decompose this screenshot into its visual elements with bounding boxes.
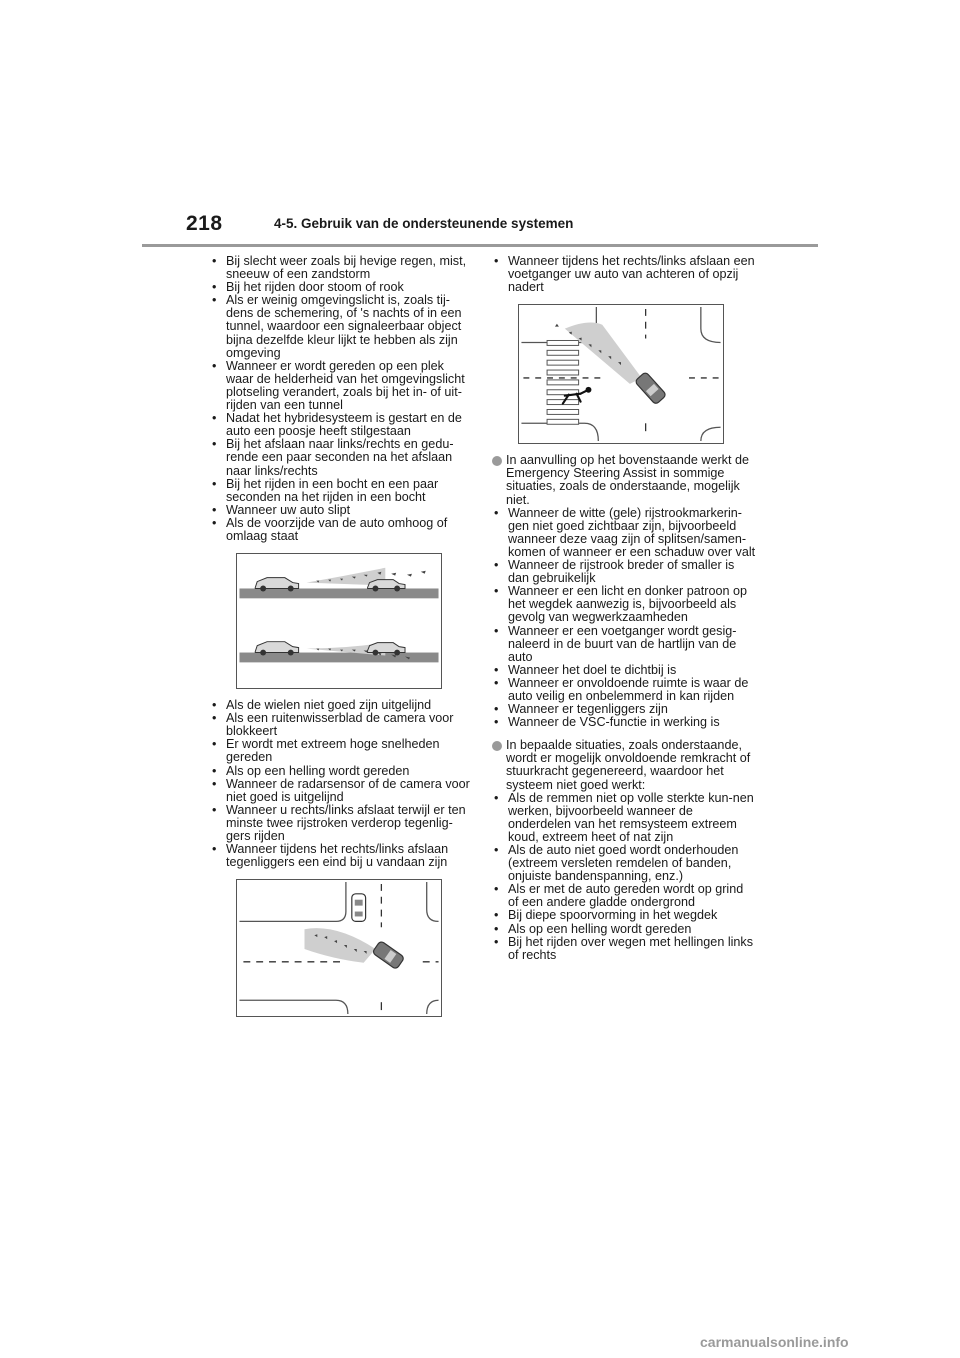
list-item: • Nadat het hybridesysteem is gestart en de auto een poosje heeft stilgestaan — [210, 412, 472, 438]
list-item: • Wanneer er een voetganger wordt gesig-naleerd in de buurt van de hartlijn van de auto — [492, 625, 757, 664]
list-item: • Wanneer de VSC-functie in werking is — [492, 716, 757, 729]
left-column — [210, 255, 472, 1017]
conditions-list-2 — [210, 699, 472, 869]
pedestrian-turn-illustration — [518, 304, 724, 444]
list-item: • Als er weinig omgevingslicht is, zoals tij-dens de schemering, of 's nachts of in een tunnel, waardoor een signaleerbaar object bijna dezelfde kleur lijkt te hebben als zijn omgeving — [210, 294, 472, 359]
list-item: • Wanneer er wordt gereden op een plek waar de helderheid van het omgevingslicht plotseling verandert, zoals bij het in- of uit-rijden van een tunnel — [210, 360, 472, 412]
list-item: • Als de wielen niet goed zijn uitgelijnd — [210, 699, 472, 712]
list-item: • Bij het rijden in een bocht en een paar seconden na het rijden in een bocht — [210, 478, 472, 504]
list-item: • Wanneer tijdens het rechts/links afslaan tegenliggers een eind bij u vandaan zijn — [210, 843, 472, 869]
oncoming-turn-illustration — [236, 879, 442, 1017]
bullet-dot-icon — [492, 456, 502, 466]
conditions-list-4 — [492, 792, 757, 962]
list-item: • Bij het rijden over wegen met hellingen links of rechts — [492, 936, 757, 962]
right-column — [492, 255, 757, 962]
page-number: 218 — [186, 212, 223, 235]
list-item: • Er wordt met extreem hoge snelheden gereden — [210, 738, 472, 764]
list-item: • Wanneer de witte (gele) rijstrookmarkerin-gen niet goed zichtbaar zijn, bijvoorbeeld wanneer deze vaag zijn of splitsen/samen-komen of wanneer er een schaduw over valt — [492, 507, 757, 559]
list-item: • Als er met de auto gereden wordt op grind of een andere gladde ondergrond — [492, 883, 757, 909]
paragraph-text: In bepaalde situaties, zoals onderstaande, wordt er mogelijk onvoldoende remkracht of stuurkracht gegenereerd, waardoor het systeem niet goed werkt: — [506, 738, 751, 792]
watermark: carmanualsonline.info — [700, 1334, 849, 1350]
conditions-list-3 — [492, 507, 757, 730]
bullet-dot-icon — [492, 741, 502, 751]
brake-force-note — [492, 739, 757, 791]
section-title: 4-5. Gebruik van de ondersteunende systemen — [274, 216, 574, 231]
list-item: • Bij het rijden door stoom of rook — [210, 281, 472, 294]
esa-note — [492, 454, 757, 506]
list-item: • Als op een helling wordt gereden — [210, 765, 472, 778]
list-item: • Bij diepe spoorvorming in het wegdek — [492, 909, 757, 922]
list-item: • Wanneer de rijstrook breder of smaller is dan gebruikelijk — [492, 559, 757, 585]
list-item: • Als de voorzijde van de auto omhoog of omlaag staat — [210, 517, 472, 543]
list-item: • Wanneer er tegenliggers zijn — [492, 703, 757, 716]
conditions-list-top — [492, 255, 757, 294]
vehicle-pitch-illustration — [236, 553, 442, 689]
list-item: • Bij slecht weer zoals bij hevige regen, mist, sneeuw of een zandstorm — [210, 255, 472, 281]
list-item: • Wanneer het doel te dichtbij is — [492, 664, 757, 677]
list-item: • Als een ruitenwisserblad de camera voor blokkeert — [210, 712, 472, 738]
list-item: • Als de remmen niet op volle sterkte kun-nen werken, bijvoorbeeld wanneer de onderdelen van het remsysteem extreem koud, extreem heet of nat zijn — [492, 792, 757, 844]
paragraph-text: In aanvulling op het bovenstaande werkt de Emergency Steering Assist in sommige situaties, zoals de onderstaande, mogelijk niet. — [506, 453, 749, 507]
list-item: • Wanneer er een licht en donker patroon op het wegdek aanwezig is, bijvoorbeeld als gevolg van wegwerkzaamheden — [492, 585, 757, 624]
conditions-list-1 — [210, 255, 472, 543]
list-item: • Wanneer er onvoldoende ruimte is waar de auto veilig en onbelemmerd in kan rijden — [492, 677, 757, 703]
list-item: • Wanneer de radarsensor of de camera voor niet goed is uitgelijnd — [210, 778, 472, 804]
list-item: • Als de auto niet goed wordt onderhouden (extreem versleten remdelen of banden, onjuiste bandenspanning, enz.) — [492, 844, 757, 883]
list-item: • Bij het afslaan naar links/rechts en gedu-rende een paar seconden na het afslaan naar links/rechts — [210, 438, 472, 477]
list-item: • Als op een helling wordt gereden — [492, 923, 757, 936]
header-divider — [142, 244, 818, 247]
list-item: • Wanneer tijdens het rechts/links afslaan een voetganger uw auto van achteren of opzij nadert — [492, 255, 757, 294]
list-item: • Wanneer u rechts/links afslaat terwijl er ten minste twee rijstroken verderop tegenlig-gers rijden — [210, 804, 472, 843]
list-item: • Wanneer uw auto slipt — [210, 504, 472, 517]
